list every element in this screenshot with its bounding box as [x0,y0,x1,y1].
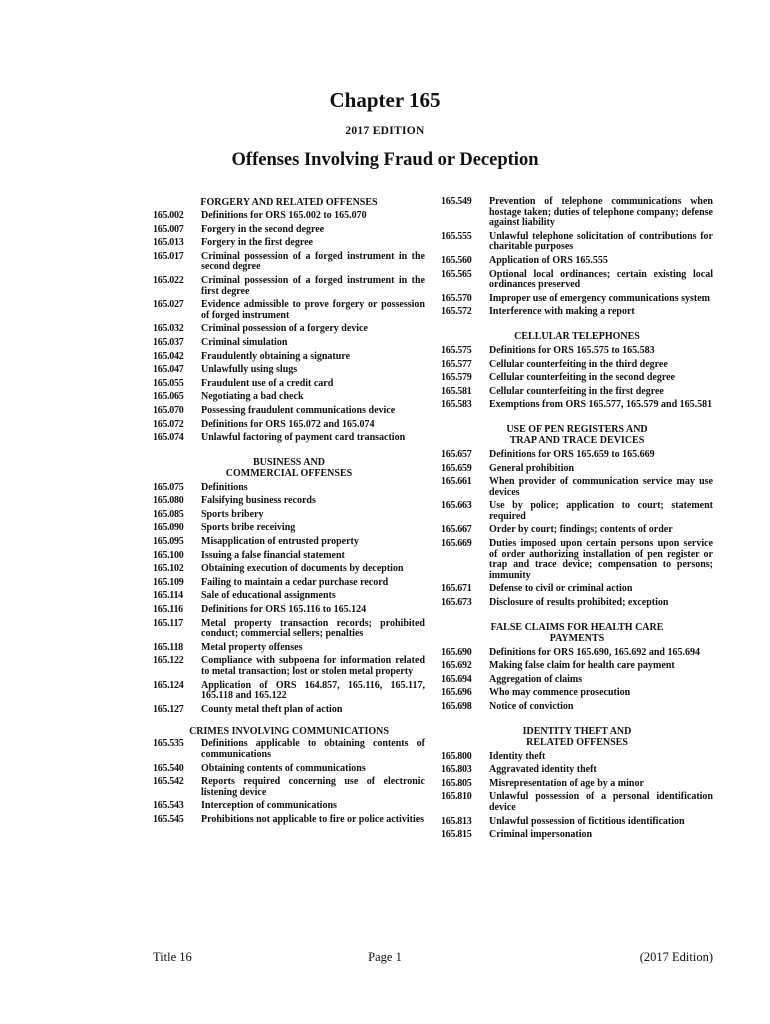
section-entry [441,232,713,253]
section-number: 165.090 [153,522,184,534]
section-number: 165.565 [441,268,472,280]
section-title: Reports required concerning use of electronic listening device [201,776,425,798]
section-entry [153,815,425,826]
section-entry [441,346,713,357]
section-number: 165.690 [441,646,472,658]
section-title: Metal property offenses [201,641,303,653]
section-number: 165.070 [153,404,184,416]
section-entry [153,352,425,363]
chapter-subject: Offenses Involving Fraud or Deception [231,150,539,170]
section-number: 165.669 [441,538,472,550]
section-number: 165.810 [441,791,472,803]
section-entry [441,400,713,411]
section-entry [441,373,713,384]
section-number: 165.696 [441,687,472,699]
section-title: Definitions for ORS 165.690, 165.692 and 165.694 [489,646,700,658]
section-title: Evidence admissible to prove forgery or possession of forged instrument [201,299,425,321]
section-number: 165.085 [153,508,184,520]
section-entry [153,537,425,548]
section-title: Prevention of telephone communications when hostage taken; duties of telephone company; defense against liability [489,196,713,229]
section-title: Definitions for ORS 165.072 and 165.074 [201,418,375,430]
section-title: Disclosure of results prohibited; exception [489,597,669,609]
section-title: Application of ORS 165.555 [489,254,608,266]
section-entry [441,360,713,371]
footer-edition: (2017 Edition) [639,950,713,964]
section-title: Sale of educational assignments [201,590,336,602]
section-title: Cellular counterfeiting in the first degree [489,385,664,397]
section-entry [153,605,425,616]
section-number: 165.803 [441,764,472,776]
section-title: Unlawful possession of fictitious identification [489,815,685,827]
section-title: Who may commence prosecution [489,687,631,699]
section-entry [153,496,425,507]
section-title: Cellular counterfeiting in the second degree [489,372,675,384]
section-title: Criminal possession of a forged instrument in the second degree [201,250,425,273]
section-number: 165.109 [153,576,184,588]
section-number: 165.560 [441,254,472,266]
section-number: 165.535 [153,738,184,750]
right-column [441,197,713,841]
section-title: Sports bribe receiving [201,522,296,534]
section-title: Falsifying business records [201,495,316,507]
section-title: Unlawful possession of a personal identification device [489,791,713,813]
section-entry [441,197,713,229]
section-number: 165.549 [441,196,472,207]
section-title: Criminal impersonation [489,829,593,841]
section-title: Aggravated identity theft [489,764,597,776]
section-title: Definitions applicable to obtaining contents of communications [201,738,425,760]
section-entry [441,688,713,699]
section-entry [153,433,425,444]
section-number: 165.017 [153,250,184,262]
section-entry [153,225,425,236]
section-heading: BUSINESS AND COMMERCIAL OFFENSES [225,456,353,479]
section-number: 165.095 [153,536,184,548]
section-title: Negotiating a bad check [201,391,304,403]
section-entry [441,387,713,398]
section-heading: CELLULAR TELEPHONES [514,330,640,342]
section-entry [441,450,713,461]
section-title: Exemptions from ORS 165.577, 165.579 and 165.581 [489,399,713,411]
section-number: 165.555 [441,230,472,242]
section-title: Application of ORS 164.857, 165.116, 165.117, 165.118 and 165.122 [201,679,425,702]
section-number: 165.118 [153,641,183,653]
section-entry [153,764,425,775]
section-number: 165.055 [153,377,184,389]
section-number: 165.027 [153,299,184,311]
section-number: 165.042 [153,350,184,362]
section-title: Notice of conviction [489,701,574,712]
section-title: Metal property transaction records; prohibited conduct; commercial sellers; penalties [201,617,425,640]
section-entry [441,675,713,686]
section-entry [153,211,425,222]
section-entry [441,779,713,790]
section-title: Improper use of emergency communications system [489,292,710,304]
footer-title: Title 16 [153,950,192,964]
section-entry [153,300,425,321]
section-number: 165.100 [153,549,184,561]
chapter-title: Chapter 165 [329,88,441,112]
section-number: 165.022 [153,274,184,286]
section-title: General prohibition [489,462,575,474]
section-title: Forgery in the second degree [201,223,325,235]
section-entry [441,539,713,581]
section-number: 165.583 [441,399,472,411]
section-title: Definitions for ORS 165.116 to 165.124 [201,604,367,616]
section-number: 165.813 [441,815,472,827]
section-title: Fraudulently obtaining a signature [201,350,351,362]
section-title: Misrepresentation of age by a minor [489,777,644,789]
section-title: Possessing fraudulent communications device [201,404,396,416]
section-title: Criminal possession of a forged instrument in the first degree [201,274,425,297]
section-number: 165.124 [153,679,184,691]
section-number: 165.065 [153,391,184,403]
section-title: Order by court; findings; contents of order [489,524,673,536]
section-title: Obtaining contents of communications [201,762,366,774]
section-entry [441,752,713,763]
section-number: 165.013 [153,237,184,249]
section-number: 165.698 [441,701,472,712]
section-number: 165.671 [441,583,472,595]
section-number: 165.032 [153,323,184,335]
section-title: Obtaining execution of documents by deception [201,563,404,575]
section-entry [153,420,425,431]
section-number: 165.694 [441,673,472,685]
section-entry [441,792,713,813]
section-entry [153,777,425,798]
section-heading: FALSE CLAIMS FOR HEALTH CARE PAYMENTS [490,621,664,644]
section-entry [441,501,713,522]
section-entry [153,643,425,654]
section-number: 165.663 [441,500,472,512]
section-entry [441,584,713,595]
section-entry [441,477,713,498]
section-title: County metal theft plan of action [201,703,343,715]
section-entry [153,252,425,273]
section-number: 165.002 [153,210,184,221]
section-number: 165.127 [153,703,184,715]
section-number: 165.667 [441,524,472,536]
section-entry [153,379,425,390]
section-heading: FORGERY AND RELATED OFFENSES [200,197,378,208]
section-title: Issuing a false financial statement [201,549,345,561]
section-title: Optional local ordinances; certain existing local ordinances preserved [489,268,713,291]
section-entry [441,598,713,609]
section-title: Identity theft [489,750,546,762]
section-heading: IDENTITY THEFT AND RELATED OFFENSES [522,725,632,748]
section-entry [153,238,425,249]
section-entry [153,801,425,812]
section-number: 165.805 [441,777,472,789]
section-entry [153,523,425,534]
section-number: 165.122 [153,655,184,667]
section-title: Misapplication of entrusted property [201,536,359,548]
section-entry [153,591,425,602]
section-number: 165.692 [441,660,472,672]
left-column [153,197,425,826]
section-entry [153,739,425,760]
section-title: Definitions for ORS 165.575 to 165.583 [489,344,655,356]
section-title: Unlawful factoring of payment card transaction [201,432,406,444]
section-number: 165.540 [153,762,184,774]
section-entry [153,406,425,417]
section-title: Aggregation of claims [489,673,583,685]
section-number: 165.072 [153,418,184,430]
section-entry [153,681,425,702]
section-number: 165.074 [153,432,184,444]
section-entry [153,483,425,494]
section-title: Failing to maintain a cedar purchase record [201,576,389,588]
section-title: Duties imposed upon certain persons upon service of order authorizing installation of pen register or trap and trace device; compensation to persons; immunity [489,538,713,581]
section-number: 165.579 [441,372,472,384]
section-title: Sports bribery [201,508,264,520]
section-number: 165.570 [441,292,472,304]
section-number: 165.047 [153,364,184,376]
section-entry [153,365,425,376]
section-heading: CRIMES INVOLVING COMMUNICATIONS [189,726,389,738]
section-title: Criminal simulation [201,336,288,348]
section-number: 165.037 [153,336,184,348]
section-entry [441,830,713,841]
section-entry [153,656,425,677]
section-entry [153,510,425,521]
section-entry [153,705,425,716]
section-title: Interception of communications [201,800,337,812]
section-entry [153,551,425,562]
section-title: Fraudulent use of a credit card [201,377,334,389]
section-number: 165.080 [153,495,184,507]
section-number: 165.657 [441,448,472,460]
section-number: 165.661 [441,476,472,488]
section-title: Use by police; application to court; statement required [489,500,713,522]
section-title: Defense to civil or criminal action [489,583,633,595]
section-title: Definitions [201,481,248,493]
section-number: 165.545 [153,813,184,825]
section-title: Criminal possession of a forgery device [201,323,368,335]
section-number: 165.575 [441,344,472,356]
section-heading: USE OF PEN REGISTERS AND TRAP AND TRACE DEVICES [506,423,648,446]
section-entry [441,270,713,291]
section-entry [441,817,713,828]
section-title: Cellular counterfeiting in the third degree [489,358,668,370]
section-entry [441,648,713,659]
section-entry [153,619,425,640]
section-title: Unlawfully using slugs [201,364,298,376]
section-entry [441,464,713,475]
section-number: 165.659 [441,462,472,474]
section-entry [441,256,713,267]
section-number: 165.815 [441,829,472,841]
section-entry [153,276,425,297]
section-number: 165.114 [153,590,183,602]
section-title: Forgery in the first degree [201,237,313,249]
section-entry [441,765,713,776]
section-entry [153,324,425,335]
section-number: 165.007 [153,223,184,235]
section-number: 165.543 [153,800,184,812]
section-title: Definitions for ORS 165.002 to 165.070 [201,210,367,221]
section-entry [441,294,713,305]
section-entry [153,564,425,575]
section-number: 165.577 [441,358,472,370]
section-entry [441,525,713,536]
footer-page-number: Page 1 [368,950,402,964]
section-number: 165.673 [441,597,472,609]
section-title: Making false claim for health care payment [489,660,675,672]
section-number: 165.102 [153,563,184,575]
section-entry [153,338,425,349]
section-entry [153,578,425,589]
section-entry [441,702,713,713]
section-entry [153,392,425,403]
section-number: 165.542 [153,776,184,788]
section-number: 165.800 [441,750,472,762]
section-title: When provider of communication service may use devices [489,476,713,498]
section-number: 165.075 [153,481,184,493]
section-number: 165.117 [153,617,183,629]
section-number: 165.581 [441,385,472,397]
section-title: Definitions for ORS 165.659 to 165.669 [489,448,655,460]
edition-label: 2017 EDITION [345,125,425,137]
section-title: Compliance with subpoena for information related to metal transaction; lost or stolen metal property [201,655,425,677]
section-title: Prohibitions not applicable to fire or police activities [201,813,425,825]
section-title: Unlawful telephone solicitation of contributions for charitable purposes [489,230,713,253]
section-number: 165.572 [441,306,472,318]
section-entry [441,661,713,672]
section-entry [441,307,713,318]
section-number: 165.116 [153,604,183,616]
section-title: Interference with making a report [489,306,635,318]
